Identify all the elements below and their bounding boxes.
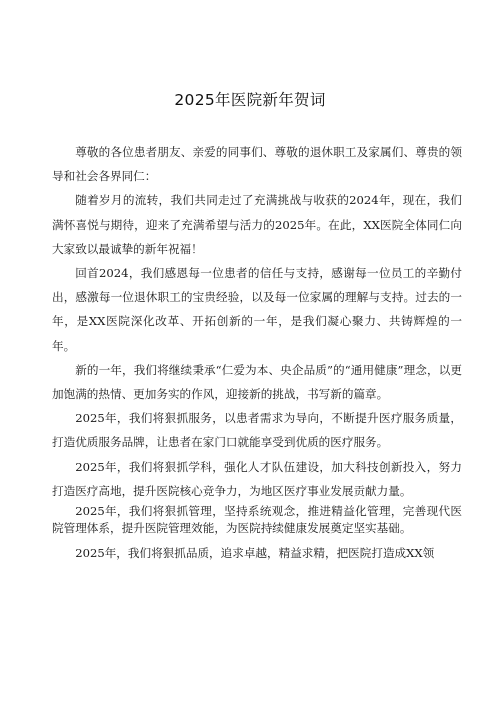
paragraph-management: 2025年，我们将狠抓管理，坚持系统观念，推进精益化管理，完善现代医院管理体系，提升医院管理效能，为医院持续健康发展奠定坚实基础。 [52, 504, 462, 536]
document-title: 2025年医院新年贺词 [174, 91, 326, 109]
paragraph-new-year-wishes: 随着岁月的流转，我们共同走过了充满挑战与收获的2024年，现在，我们满怀喜悦与期待，迎来了充满希望与活力的2025年。在此，XX医院全体同仁向大家致以最诚挚的新年祝福！ [52, 193, 462, 256]
document-body [52, 140, 462, 565]
paragraph-new-year-vision: 新的一年，我们将继续秉承“仁爱为本、央企品质”的“通用健康”理念，以更加饱满的热情、更加务实的作风，迎接新的挑战，书写新的篇章。 [52, 362, 462, 402]
paragraph-quality: 2025年，我们将狠抓品质，追求卓越，精益求精，把医院打造成XX领 [75, 546, 435, 561]
paragraph-review-2024: 回首2024，我们感恩每一位患者的信任与支持，感谢每一位员工的辛勤付出，感激每一位退休职工的宝贵经验，以及每一位家属的理解与支持。过去的一年，是XX医院深化改革、开拓创新的一年，是我们凝心聚力、共铸辉煌的一年。 [52, 266, 462, 353]
paragraph-service: 2025年，我们将狠抓服务，以患者需求为导向，不断提升医疗服务质量，打造优质服务品牌，让患者在家门口就能享受到优质的医疗服务。 [52, 411, 462, 450]
greeting-paragraph: 尊敬的各位患者朋友、亲爱的同事们、尊敬的退休职工及家属们、尊贵的领导和社会各界同仁： [52, 145, 462, 184]
paragraph-discipline: 2025年，我们将狠抓学科，强化人才队伍建设，加大科技创新投入，努力打造医疗高地，提升医院核心竞争力，为地区医疗事业发展贡献力量。 [52, 459, 462, 498]
